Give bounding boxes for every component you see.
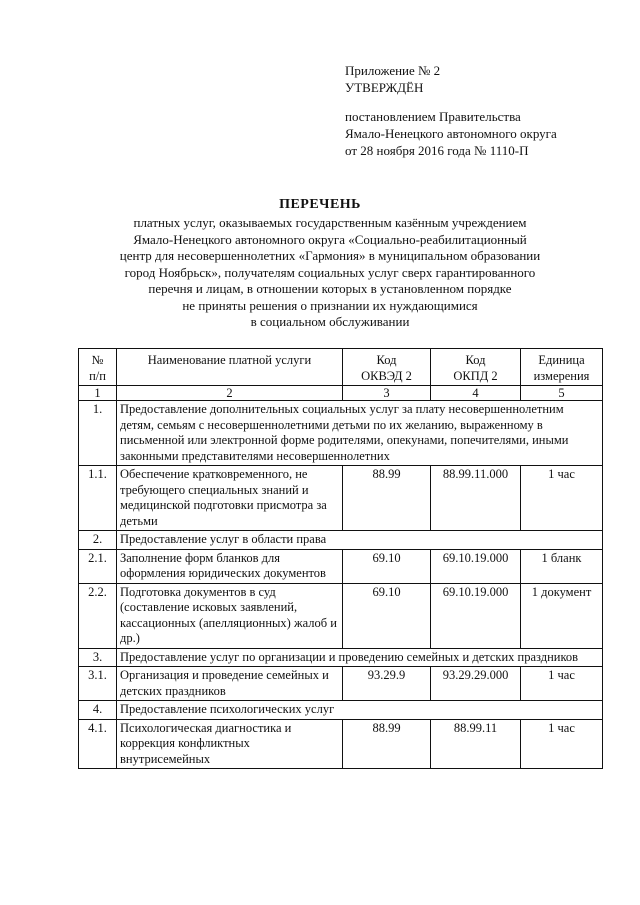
table-row (79, 719, 603, 769)
section-row (79, 701, 603, 720)
col-number: 5 (521, 386, 603, 401)
row-num: 1.1. (79, 466, 117, 531)
unit: 1 бланк (521, 549, 603, 583)
row-num: 1. (79, 401, 117, 466)
header-num: № п/п (79, 349, 117, 386)
subtitle-line: центр для несовершеннолетних «Гармония» в муниципальном образовании (119, 248, 541, 263)
subtitle-line: платных услуг, оказываемых государственным казённым учреждением (133, 215, 527, 230)
okpd-code: 69.10.19.000 (431, 549, 521, 583)
service-name: Обеспечение кратковременного, не требующего специальных знаний и медицинской подготовки присмотра за детьми (117, 466, 343, 531)
services-table (78, 348, 603, 769)
section-title: Предоставление услуг в области права (117, 531, 603, 550)
subtitle-line: в социальном обслуживании (250, 314, 410, 329)
unit: 1 час (521, 667, 603, 701)
appendix-label: Приложение № 2 (345, 63, 441, 78)
table-header-row (79, 349, 603, 386)
okved-code: 69.10 (343, 583, 431, 648)
okpd-code: 69.10.19.000 (431, 583, 521, 648)
section-title: Предоставление дополнительных социальных услуг за плату несовершеннолетним детям, семьям с несовершеннолетними детьми по их желанию, выраженному в письменной или электронной форме родителями, опекунами, попечителями, иными законными представителями несовершеннолетних (117, 401, 603, 466)
subtitle-line: не приняты решения о признании их нуждающимися (182, 297, 478, 313)
table-row (79, 667, 603, 701)
service-name: Подготовка документов в суд (составление исковых заявлений, кассационных (апелляционных) жалоб и др.) (117, 583, 343, 648)
okpd-code: 93.29.29.000 (431, 667, 521, 701)
document-title: ПЕРЕЧЕНЬ (279, 197, 361, 212)
okved-code: 88.99 (343, 466, 431, 531)
row-num: 3.1. (79, 667, 117, 701)
service-name: Психологическая диагностика и коррекция конфликтных внутрисемейных (117, 719, 343, 769)
table-row (79, 583, 603, 648)
table-row (79, 549, 603, 583)
header-service-name: Наименование платной услуги (117, 349, 343, 386)
col-number: 2 (117, 386, 343, 401)
subtitle-line: перечня и лицам, в отношении которых в установленном порядке (148, 281, 512, 296)
document-subtitle (108, 215, 552, 331)
unit: 1 документ (521, 583, 603, 648)
section-row (79, 401, 603, 466)
okved-code: 88.99 (343, 719, 431, 769)
header-unit: Единица измерения (521, 349, 603, 386)
unit: 1 час (521, 719, 603, 769)
row-num: 2. (79, 531, 117, 550)
decree-line-3: от 28 ноября 2016 года № 1110-П (345, 143, 529, 158)
okpd-code: 88.99.11 (431, 719, 521, 769)
section-row (79, 531, 603, 550)
header-okpd: Код ОКПД 2 (431, 349, 521, 386)
row-num: 2.2. (79, 583, 117, 648)
subtitle-line: Ямало-Ненецкого автономного округа «Социально-реабилитационный (133, 231, 527, 247)
row-num: 4.1. (79, 719, 117, 769)
row-num: 4. (79, 701, 117, 720)
col-number: 1 (79, 386, 117, 401)
col-number: 4 (431, 386, 521, 401)
okved-code: 69.10 (343, 549, 431, 583)
service-name: Заполнение форм бланков для оформления юридических документов (117, 549, 343, 583)
header-okved: Код ОКВЭД 2 (343, 349, 431, 386)
row-num: 2.1. (79, 549, 117, 583)
row-num: 3. (79, 648, 117, 667)
subtitle-line: город Ноябрьск», получателям социальных услуг сверх гарантированного (124, 264, 536, 280)
decree-line-2: Ямало-Ненецкого автономного округа (345, 126, 557, 141)
section-title: Предоставление услуг по организации и проведению семейных и детских праздников (117, 648, 603, 667)
okved-code: 93.29.9 (343, 667, 431, 701)
approved-label: УТВЕРЖДЁН (345, 80, 424, 95)
col-number: 3 (343, 386, 431, 401)
approval-header (345, 62, 557, 159)
okpd-code: 88.99.11.000 (431, 466, 521, 531)
decree-line-1: постановлением Правительства (345, 109, 521, 124)
section-row (79, 648, 603, 667)
unit: 1 час (521, 466, 603, 531)
column-number-row (79, 386, 603, 401)
service-name: Организация и проведение семейных и детских праздников (117, 667, 343, 701)
table-row (79, 466, 603, 531)
section-title: Предоставление психологических услуг (117, 701, 603, 720)
